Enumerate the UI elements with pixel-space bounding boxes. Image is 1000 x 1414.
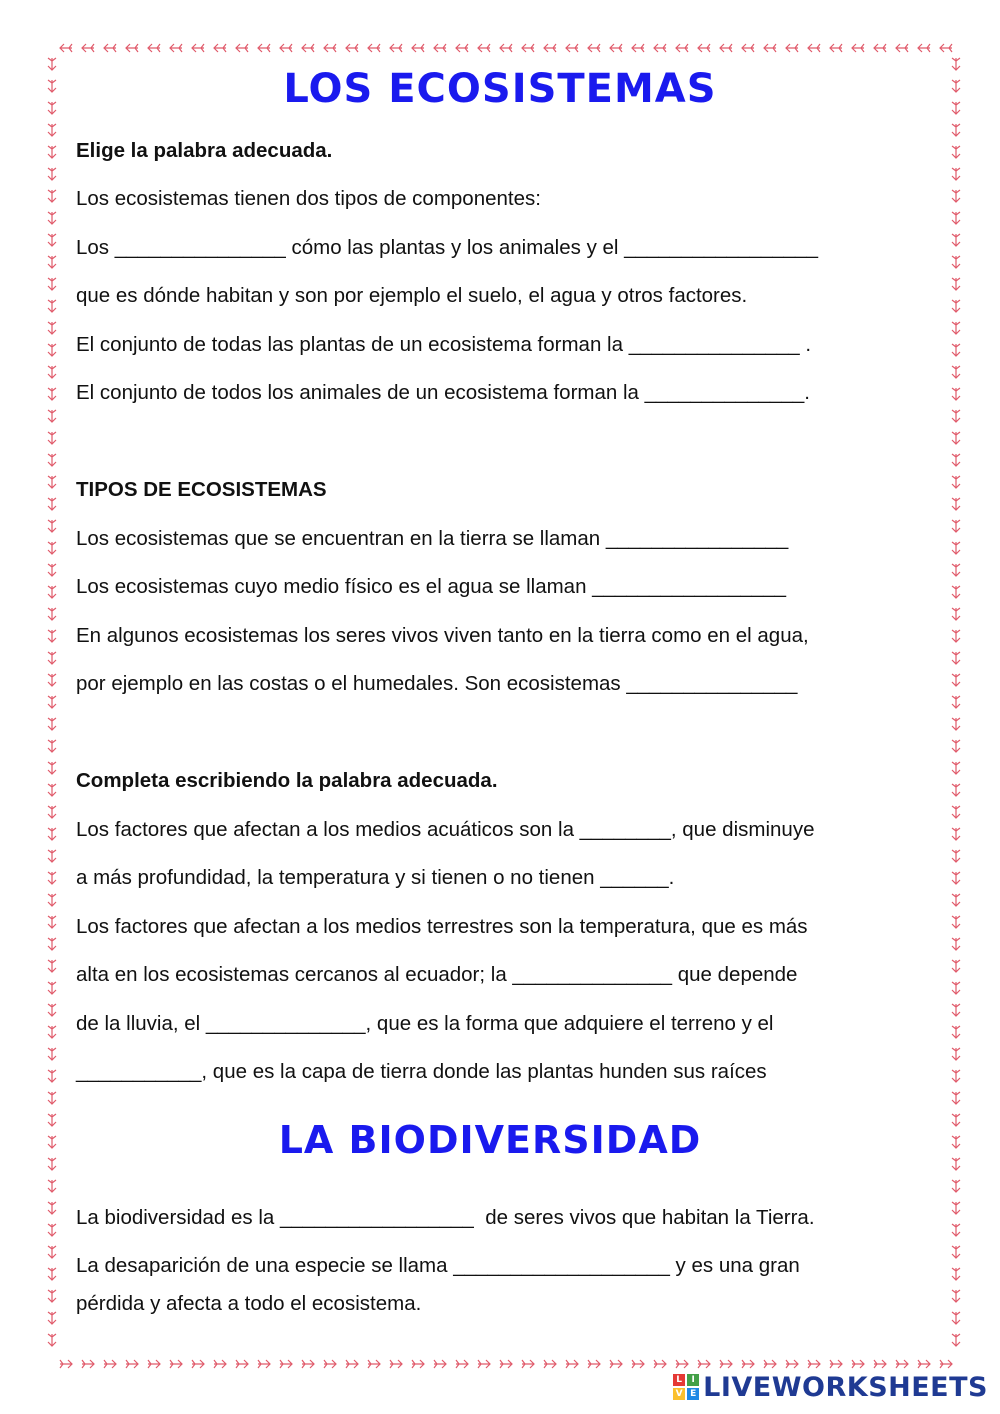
border-arrow-icon	[588, 44, 600, 52]
border-arrow-icon	[390, 1360, 402, 1368]
border-arrow-icon	[522, 1360, 534, 1368]
fill-blank-line[interactable]: ___________, que es la capa de tierra donde las plantas hunden sus raíces	[76, 1060, 767, 1083]
border-arrow-icon	[48, 1092, 56, 1104]
logo-text: LIVEWORKSHEETS	[703, 1371, 988, 1403]
logo-tile: V	[673, 1388, 685, 1400]
border-arrow-icon	[60, 1360, 72, 1368]
border-arrow-icon	[48, 322, 56, 334]
border-arrow-icon	[478, 44, 490, 52]
border-arrow-icon	[48, 916, 56, 928]
border-arrow-icon	[48, 828, 56, 840]
border-arrow-icon	[764, 1360, 776, 1368]
border-arrow-icon	[632, 44, 644, 52]
border-arrow-icon	[48, 124, 56, 136]
border-arrow-icon	[48, 960, 56, 972]
logo-tile: I	[687, 1374, 699, 1386]
text-line: Los ecosistemas tienen dos tipos de componentes:	[76, 187, 541, 210]
border-arrow-icon	[952, 278, 960, 290]
border-arrow-icon	[48, 1048, 56, 1060]
border-arrow-icon	[952, 872, 960, 884]
border-arrow-icon	[280, 1360, 292, 1368]
logo-tile: E	[687, 1388, 699, 1400]
border-arrow-icon	[434, 44, 446, 52]
border-arrow-icon	[952, 256, 960, 268]
border-arrow-icon	[874, 44, 886, 52]
text-line: que es dónde habitan y son por ejemplo el suelo, el agua y otros factores.	[76, 284, 748, 307]
border-arrow-icon	[952, 784, 960, 796]
border-arrow-icon	[952, 1026, 960, 1038]
border-arrow-icon	[236, 44, 248, 52]
border-arrow-icon	[952, 300, 960, 312]
fill-blank-line[interactable]: Los ecosistemas cuyo medio físico es el agua se llaman _________________	[76, 575, 786, 598]
section-heading-tipos: TIPOS DE ECOSISTEMAS	[76, 478, 327, 501]
section-title-biodiversidad: LA BIODIVERSIDAD	[278, 1118, 702, 1162]
border-arrow-icon	[952, 454, 960, 466]
border-arrow-icon	[192, 44, 204, 52]
border-arrow-icon	[952, 630, 960, 642]
fill-blank-line[interactable]: por ejemplo en las costas o el humedales. Son ecosistemas _______________	[76, 672, 798, 695]
border-arrow-icon	[952, 520, 960, 532]
border-arrow-icon	[808, 1360, 820, 1368]
border-arrow-icon	[676, 44, 688, 52]
border-arrow-icon	[48, 850, 56, 862]
border-arrow-icon	[258, 44, 270, 52]
border-arrow-icon	[952, 938, 960, 950]
border-arrow-icon	[104, 1360, 116, 1368]
border-arrow-icon	[952, 476, 960, 488]
border-arrow-icon	[566, 44, 578, 52]
border-arrow-icon	[742, 44, 754, 52]
border-arrow-icon	[830, 44, 842, 52]
border-arrow-icon	[48, 1026, 56, 1038]
border-arrow-icon	[544, 44, 556, 52]
border-arrow-icon	[952, 146, 960, 158]
border-arrow-icon	[952, 740, 960, 752]
border-arrow-icon	[952, 388, 960, 400]
border-arrow-icon	[48, 762, 56, 774]
fill-blank-line[interactable]: alta en los ecosistemas cercanos al ecuador; la ______________ que depende	[76, 963, 798, 986]
border-arrow-icon	[852, 44, 864, 52]
border-arrow-icon	[126, 1360, 138, 1368]
border-arrow-icon	[808, 44, 820, 52]
border-arrow-icon	[48, 190, 56, 202]
border-arrow-icon	[48, 410, 56, 422]
fill-blank-line[interactable]: La desaparición de una especie se llama ___________________ y es una gran	[76, 1254, 800, 1277]
border-arrow-icon	[896, 44, 908, 52]
text-line: Los factores que afectan a los medios terrestres son la temperatura, que es más	[76, 915, 808, 938]
border-arrow-icon	[918, 1360, 930, 1368]
border-arrow-icon	[48, 872, 56, 884]
border-arrow-icon	[952, 674, 960, 686]
border-arrow-icon	[952, 1290, 960, 1302]
border-arrow-icon	[48, 674, 56, 686]
border-arrow-icon	[48, 520, 56, 532]
logo-tile: L	[673, 1374, 685, 1386]
border-arrow-icon	[742, 1360, 754, 1368]
border-arrow-icon	[952, 498, 960, 510]
border-arrow-icon	[952, 1180, 960, 1192]
border-arrow-icon	[48, 146, 56, 158]
border-arrow-icon	[48, 1290, 56, 1302]
border-arrow-icon	[48, 1334, 56, 1346]
border-arrow-icon	[952, 608, 960, 620]
logo-mark-icon	[673, 1374, 699, 1400]
fill-blank-line[interactable]: Los factores que afectan a los medios acuáticos son la ________, que disminuye	[76, 818, 815, 841]
border-arrow-icon	[48, 300, 56, 312]
border-arrow-icon	[324, 44, 336, 52]
border-arrow-icon	[48, 586, 56, 598]
border-arrow-icon	[952, 806, 960, 818]
border-arrow-icon	[48, 278, 56, 290]
border-arrow-icon	[720, 1360, 732, 1368]
border-arrow-icon	[940, 1360, 952, 1368]
border-arrow-icon	[952, 1070, 960, 1082]
border-arrow-icon	[566, 1360, 578, 1368]
fill-blank-line[interactable]: de la lluvia, el ______________, que es la forma que adquiere el terreno y el	[76, 1012, 774, 1035]
border-arrow-icon	[302, 44, 314, 52]
border-arrow-icon	[48, 1312, 56, 1324]
border-arrow-icon	[952, 234, 960, 246]
border-arrow-icon	[786, 44, 798, 52]
border-arrow-icon	[48, 608, 56, 620]
border-arrow-icon	[952, 410, 960, 422]
border-arrow-icon	[82, 44, 94, 52]
text-line: pérdida y afecta a todo el ecosistema.	[76, 1292, 422, 1315]
border-arrow-icon	[170, 44, 182, 52]
border-arrow-icon	[786, 1360, 798, 1368]
section-heading-completa: Completa escribiendo la palabra adecuada.	[76, 769, 498, 792]
page-title: LOS ECOSISTEMAS	[283, 66, 717, 112]
border-arrow-icon	[148, 44, 160, 52]
border-arrow-icon	[952, 982, 960, 994]
border-arrow-icon	[48, 212, 56, 224]
border-arrow-icon	[390, 44, 402, 52]
border-arrow-icon	[48, 938, 56, 950]
border-arrow-icon	[434, 1360, 446, 1368]
border-arrow-icon	[48, 1202, 56, 1214]
border-arrow-icon	[610, 1360, 622, 1368]
border-arrow-icon	[48, 476, 56, 488]
border-arrow-icon	[48, 652, 56, 664]
border-arrow-icon	[48, 696, 56, 708]
liveworksheets-logo[interactable]	[673, 1370, 988, 1404]
border-arrow-icon	[48, 168, 56, 180]
border-arrow-icon	[170, 1360, 182, 1368]
border-arrow-icon	[952, 1312, 960, 1324]
border-arrow-icon	[48, 256, 56, 268]
border-arrow-icon	[952, 850, 960, 862]
border-arrow-icon	[952, 168, 960, 180]
border-arrow-icon	[48, 366, 56, 378]
border-arrow-icon	[214, 44, 226, 52]
border-arrow-icon	[48, 1268, 56, 1280]
border-arrow-icon	[500, 1360, 512, 1368]
fill-blank-line[interactable]: Los ecosistemas que se encuentran en la tierra se llaman ________________	[76, 527, 789, 550]
border-arrow-icon	[48, 1224, 56, 1236]
border-arrow-icon	[214, 1360, 226, 1368]
border-arrow-icon	[952, 960, 960, 972]
border-arrow-icon	[952, 718, 960, 730]
border-arrow-icon	[48, 432, 56, 444]
border-arrow-icon	[952, 828, 960, 840]
border-arrow-icon	[258, 1360, 270, 1368]
border-arrow-icon	[346, 1360, 358, 1368]
border-arrow-icon	[148, 1360, 160, 1368]
border-arrow-icon	[48, 454, 56, 466]
border-arrow-icon	[952, 1246, 960, 1258]
border-arrow-icon	[610, 44, 622, 52]
border-arrow-icon	[368, 1360, 380, 1368]
border-arrow-icon	[952, 1268, 960, 1280]
border-arrow-icon	[952, 1202, 960, 1214]
border-arrow-icon	[48, 344, 56, 356]
text-line: En algunos ecosistemas los seres vivos viven tanto en la tierra como en el agua,	[76, 624, 809, 647]
border-arrow-icon	[952, 366, 960, 378]
border-arrow-icon	[940, 44, 952, 52]
border-arrow-icon	[720, 44, 732, 52]
border-arrow-icon	[952, 586, 960, 598]
border-arrow-icon	[588, 1360, 600, 1368]
border-arrow-icon	[48, 234, 56, 246]
instruction-1: Elige la palabra adecuada.	[76, 139, 333, 162]
border-arrow-icon	[48, 542, 56, 554]
border-arrow-icon	[676, 1360, 688, 1368]
border-arrow-icon	[952, 696, 960, 708]
border-arrow-icon	[104, 44, 116, 52]
border-arrow-icon	[368, 44, 380, 52]
border-arrow-icon	[280, 44, 292, 52]
border-arrow-icon	[952, 564, 960, 576]
border-arrow-icon	[324, 1360, 336, 1368]
border-arrow-icon	[874, 1360, 886, 1368]
border-arrow-icon	[654, 44, 666, 52]
border-arrow-icon	[412, 44, 424, 52]
border-arrow-icon	[456, 44, 468, 52]
border-arrow-icon	[522, 44, 534, 52]
border-arrow-icon	[302, 1360, 314, 1368]
border-arrow-icon	[952, 344, 960, 356]
border-arrow-icon	[896, 1360, 908, 1368]
border-arrow-icon	[952, 190, 960, 202]
border-arrow-icon	[48, 718, 56, 730]
border-arrow-icon	[346, 44, 358, 52]
border-arrow-icon	[48, 388, 56, 400]
border-arrow-icon	[632, 1360, 644, 1368]
border-arrow-icon	[952, 542, 960, 554]
fill-blank-line[interactable]: a más profundidad, la temperatura y si tienen o no tienen ______.	[76, 866, 675, 889]
fill-blank-line[interactable]: Los _______________ cómo las plantas y los animales y el _________________	[76, 236, 818, 259]
border-arrow-icon	[48, 498, 56, 510]
border-arrow-icon	[830, 1360, 842, 1368]
border-arrow-icon	[698, 1360, 710, 1368]
border-arrow-icon	[500, 44, 512, 52]
border-arrow-icon	[48, 894, 56, 906]
border-arrow-icon	[48, 1246, 56, 1258]
border-arrow-icon	[48, 806, 56, 818]
border-arrow-icon	[126, 44, 138, 52]
border-arrow-icon	[654, 1360, 666, 1368]
border-arrow-icon	[952, 432, 960, 444]
border-arrow-icon	[952, 124, 960, 136]
border-arrow-icon	[952, 1048, 960, 1060]
fill-blank-line[interactable]: El conjunto de todos los animales de un ecosistema forman la ______________.	[76, 381, 810, 404]
border-arrow-icon	[48, 630, 56, 642]
border-arrow-icon	[952, 1334, 960, 1346]
border-arrow-icon	[478, 1360, 490, 1368]
border-arrow-icon	[60, 44, 72, 52]
border-arrow-icon	[952, 652, 960, 664]
border-arrow-icon	[544, 1360, 556, 1368]
border-arrow-icon	[952, 1224, 960, 1236]
border-arrow-icon	[456, 1360, 468, 1368]
border-arrow-icon	[48, 784, 56, 796]
border-arrow-icon	[698, 44, 710, 52]
border-arrow-icon	[764, 44, 776, 52]
border-arrow-icon	[48, 740, 56, 752]
border-arrow-icon	[952, 322, 960, 334]
border-arrow-icon	[48, 564, 56, 576]
border-arrow-icon	[48, 1070, 56, 1082]
border-arrow-icon	[192, 1360, 204, 1368]
border-arrow-icon	[952, 1004, 960, 1016]
border-arrow-icon	[952, 212, 960, 224]
border-arrow-icon	[952, 762, 960, 774]
border-arrow-icon	[412, 1360, 424, 1368]
border-arrow-icon	[918, 44, 930, 52]
border-arrow-icon	[48, 982, 56, 994]
border-arrow-icon	[952, 894, 960, 906]
border-arrow-icon	[952, 916, 960, 928]
border-arrow-icon	[48, 1180, 56, 1192]
border-arrow-icon	[236, 1360, 248, 1368]
border-arrow-icon	[48, 1004, 56, 1016]
border-arrow-icon	[852, 1360, 864, 1368]
fill-blank-line[interactable]: El conjunto de todas las plantas de un ecosistema forman la _______________ .	[76, 333, 812, 356]
fill-blank-line[interactable]: La biodiversidad es la _________________ de seres vivos que habitan la Tierra.	[76, 1206, 815, 1229]
border-arrow-icon	[82, 1360, 94, 1368]
border-arrow-icon	[952, 1092, 960, 1104]
